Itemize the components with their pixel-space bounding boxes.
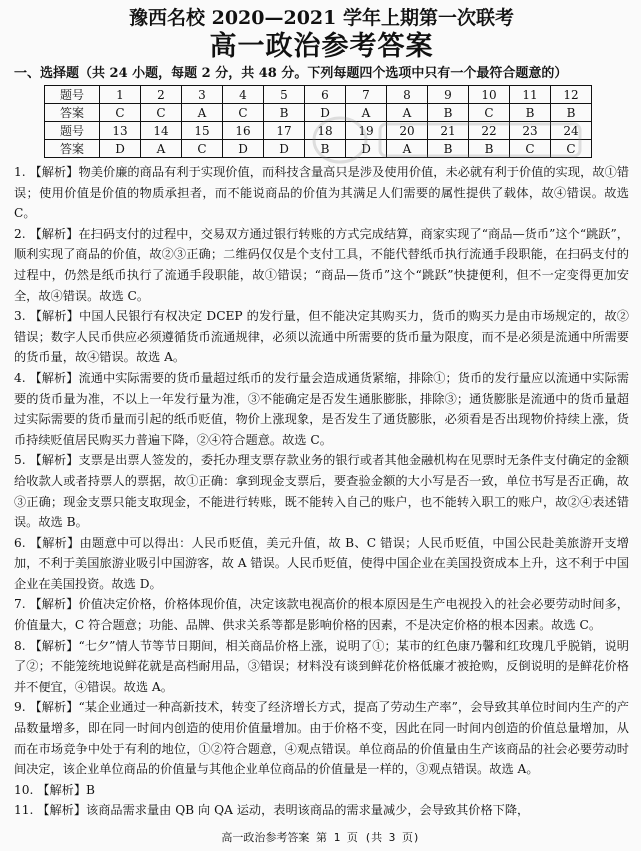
table-cell: B [510, 104, 551, 122]
table-cell: 17 [264, 122, 305, 140]
table-cell: A [387, 104, 428, 122]
table-row [45, 104, 592, 122]
table-cell: 9 [428, 86, 469, 104]
exam-title: 豫西名校 2020—2021 学年上期第一次联考 [129, 7, 514, 29]
table-cell: D [223, 140, 264, 158]
table-cell: 24 [551, 122, 592, 140]
table-cell: B [428, 140, 469, 158]
list-item: 6. 【解析】由题意中可以得出：人民币贬值，美元升值，故 B、C 错误；人民币贬值，中国公民赴美旅游开支增加，不利于美国旅游业吸引中国游客，故 A 错误。人民币贬值，使得中国企业在美国投资成本上升，这不利于中国企业在美国投资。故选 D。 [14, 535, 629, 591]
table-cell: 22 [469, 122, 510, 140]
table-cell: C [551, 140, 592, 158]
table-cell: 16 [223, 122, 264, 140]
section-heading: 一、选择题（共 24 小题，每题 2 分，共 48 分。下列每题四个选项中只有一个最符合题意的） [14, 66, 568, 81]
table-cell: B [428, 104, 469, 122]
table-cell: D [100, 140, 141, 158]
page-title: 高一政治参考答案 [209, 31, 434, 62]
table-cell: 1 [100, 86, 141, 104]
table-cell: A [387, 140, 428, 158]
row-label: 题号 [45, 86, 100, 104]
table-row [45, 122, 592, 140]
row-label: 答案 [45, 140, 100, 158]
explanation-list [14, 162, 629, 821]
table-cell: A [141, 140, 182, 158]
list-item: 4. 【解析】流通中实际需要的货币量超过纸币的发行量会造成通货紧缩，排除①；货币的发行量应以流通中实际需要的货币量为准，不以上一年发行量为准，③不能确定是否发生通胀膨胀，排除③；通货膨胀是流通中的货币量超过实际需要的货币量而引起的纸币贬值，物价上涨现象，是否发生了通货膨胀，必须看是否出现物价持续上涨，货币持续贬值居民购买力普遍下降，②④符合题意。故选 C。 [14, 370, 629, 447]
answer-table [44, 85, 592, 158]
table-cell: A [182, 104, 223, 122]
table-cell: C [223, 104, 264, 122]
row-label: 答案 [45, 104, 100, 122]
table-cell: 23 [510, 122, 551, 140]
table-cell: 8 [387, 86, 428, 104]
table-cell: 3 [182, 86, 223, 104]
table-cell: C [100, 104, 141, 122]
table-cell: C [141, 104, 182, 122]
table-cell: C [182, 140, 223, 158]
table-cell: C [510, 140, 551, 158]
table-cell: 10 [469, 86, 510, 104]
table-row [45, 140, 592, 158]
table-cell: 4 [223, 86, 264, 104]
list-item: 8. 【解析】“七夕”情人节等节日期间，相关商品价格上涨，说明了①；某市的红色康乃馨和红玫瑰几乎脱销，说明了②；不能笼统地说鲜花就是高档耐用品，③错误；材料没有谈到鲜花价格低廉才被抢购，反倒说明的是鲜花价格并不便宜，④错误。故选 A。 [14, 638, 629, 694]
list-item: 7. 【解析】价值决定价格，价格体现价值，决定该款电视高价的根本原因是生产电视投入的社会必要劳动时间多，价值量大，C 符合题意；功能、品牌、供求关系等都是影响价格的因素，不是决定价格的根本因素。故选 C。 [14, 597, 629, 633]
table-cell: D [264, 140, 305, 158]
table-cell: 15 [182, 122, 223, 140]
table-cell: 7 [346, 86, 387, 104]
list-item: 2. 【解析】在扫码支付的过程中，交易双方通过银行转账的方式完成结算，商家实现了“商品—货币”这个“跳跃”，顺利实现了商品的价值，故②③正确；二维码仅仅是个支付工具，不能代替纸币执行流通手段职能，在扫码支付的过程中，仍然是纸币执行了流通手段职能，故①错误；“商品—货币”这个“跳跃”快捷便利，但不一定变得更加安全，故④错误。故选 C。 [14, 226, 629, 303]
table-cell: 19 [346, 122, 387, 140]
list-item: 9. 【解析】“某企业通过一种高新技术，转变了经济增长方式，提高了劳动生产率”，会导致其单位时间内生产的产品数量增多，即在同一时间内创造的使用价值量增加。由于价格不变，因此在同一时间内创造的价值总量增加，从而在市场竞争中处于有利的地位，①②符合题意，④观点错误。单位商品的价值量由生产该商品的社会必要劳动时间决定，该企业单位商品的价值量与其他企业单位商品的价值量是一样的，③观点错误。故选 A。 [14, 700, 629, 777]
row-label: 题号 [45, 122, 100, 140]
table-cell: 20 [387, 122, 428, 140]
table-cell: 12 [551, 86, 592, 104]
table-cell: 13 [100, 122, 141, 140]
table-cell: 11 [510, 86, 551, 104]
table-cell: B [264, 104, 305, 122]
table-cell: 14 [141, 122, 182, 140]
list-item: 3. 【解析】中国人民银行有权决定 DCEP 的发行量，但不能决定其购买力，货币的购买力是由市场规定的，故②错误；数字人民币供应必须遵循货币流通规律，必须以流通中所需要的货币量为限度，而不是必须是流通中所需要的货币量，故④错误。故选 A。 [14, 309, 629, 365]
table-cell: B [551, 104, 592, 122]
list-item: 11. 【解析】该商品需求量由 QB 向 QA 运动，表明该商品的需求量减少，会导致其价格下降， [14, 803, 530, 818]
table-cell: C [469, 104, 510, 122]
table-cell: 21 [428, 122, 469, 140]
table-cell: 2 [141, 86, 182, 104]
page-footer: 高一政治参考答案 第 1 页 (共 3 页) [221, 831, 420, 844]
table-cell: B [469, 140, 510, 158]
list-item: 1. 【解析】物美价廉的商品有利于实现价值，而科技含量高只是涉及使用价值，未必就有利于价值的实现，故①错误；使用价值是价值的物质承担者，而不能说商品的价值为其满足人们需要的属性提供了载体，故④错误。故选 C。 [14, 165, 629, 221]
list-item: 5. 【解析】支票是出票人签发的，委托办理支票存款业务的银行或者其他金融机构在见票时无条件支付确定的金额给收款人或者持票人的票据，故①正确：拿到现金支票后，要查验金额的大小写是否一致，单位书写是否正确，故③正确；现金支票只能支取现金，不能进行转账，既不能转入自己的账户，也不能转入职工的账户，故②④表述错误。故选 B。 [14, 453, 629, 530]
list-item: 10. 【解析】B [14, 782, 95, 797]
table-row [45, 86, 592, 104]
table-cell: A [346, 104, 387, 122]
table-cell: D [305, 104, 346, 122]
table-cell: B [305, 140, 346, 158]
table-cell: D [346, 140, 387, 158]
table-cell: 18 [305, 122, 346, 140]
table-cell: 5 [264, 86, 305, 104]
table-cell: 6 [305, 86, 346, 104]
